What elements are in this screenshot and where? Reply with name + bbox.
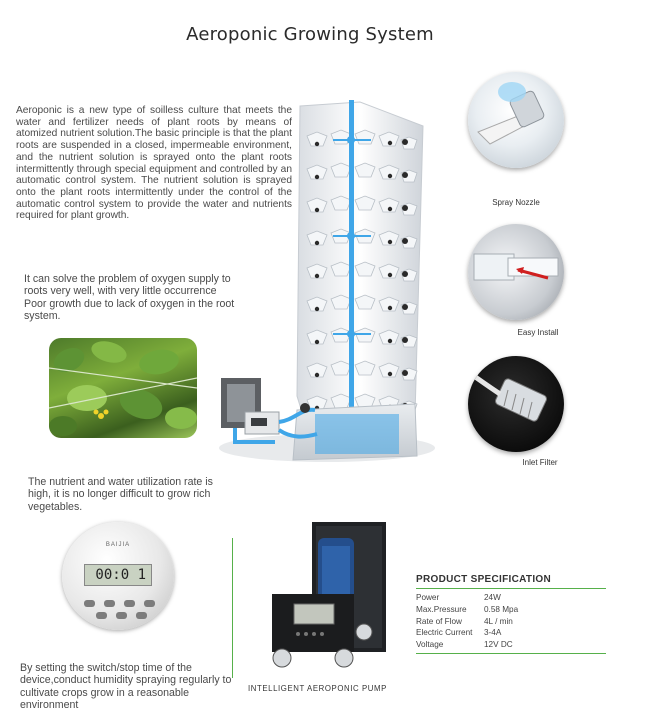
plant-photo xyxy=(49,338,197,438)
spec-key: Rate of Flow xyxy=(416,616,462,626)
pump-label: INTELLIGENT AEROPONIC PUMP xyxy=(248,684,387,693)
intro-paragraph: Aeroponic is a new type of soilless culture that meets the water and fertilizer needs of plant roots by means of atomized nutrient solution.The basic principle is that the plant roots are suspended in a closed, impermeable environment, and the nutrient solution is sprayed onto the plant roots intermittently through special equipment and controlled by an automatic control system. The nutrient solution is sprayed onto the plant roots intermittently under the control of the automatic control system to provide the water and nutrients required for plant growth. xyxy=(16,105,292,222)
spec-key: Electric Current xyxy=(416,628,473,638)
timer-button xyxy=(144,600,155,607)
spec-value: 12V DC xyxy=(484,640,513,650)
spec-key: Power xyxy=(416,593,440,602)
spec-row xyxy=(416,616,606,628)
spec-value: 24W xyxy=(484,593,501,602)
divider-line xyxy=(232,538,233,678)
timer-button xyxy=(84,600,95,607)
timer-button xyxy=(136,612,147,619)
timer-button xyxy=(124,600,135,607)
spec-row xyxy=(416,627,606,639)
spec-value: 4L / min xyxy=(484,616,513,626)
spray-nozzle-photo xyxy=(468,72,564,168)
spec-value: 0.58 Mpa xyxy=(484,604,519,614)
timer-button xyxy=(116,612,127,619)
spec-row xyxy=(416,604,606,616)
spec-bottom-rule xyxy=(416,653,606,654)
timer-paragraph: By setting the switch/stop time of the device,conduct humidity spraying regularly to cultivate crops grow in a reasonable environment xyxy=(20,662,232,712)
spec-value: 3-4A xyxy=(484,628,502,638)
page-title: Aeroponic Growing System xyxy=(186,24,434,45)
spec-key: Max.Pressure xyxy=(416,604,467,614)
spec-row xyxy=(416,592,606,604)
easy-install-photo xyxy=(468,224,564,320)
timer-display: 00:0 1 xyxy=(84,564,152,586)
timer-brand: BAIJIA xyxy=(105,542,131,548)
product-specification xyxy=(416,574,606,654)
utilization-paragraph: The nutrient and water utilization rate is high, it is no longer difficult to grow rich vegetables. xyxy=(28,476,213,513)
timer-button xyxy=(96,612,107,619)
inlet-filter-photo xyxy=(468,356,564,452)
timer-button xyxy=(104,600,115,607)
inlet-filter-label: Inlet Filter xyxy=(522,458,558,467)
aeroponic-tower-illustration xyxy=(205,96,445,476)
spec-key: Voltage xyxy=(416,640,444,650)
spec-row xyxy=(416,639,606,651)
timer-device xyxy=(62,522,174,630)
spray-nozzle-label: Spray Nozzle xyxy=(492,198,540,207)
oxygen-paragraph: It can solve the problem of oxygen supply to roots very well, with very little occurrence Poor growth due to lack of oxygen in the root system. xyxy=(24,273,235,323)
aeroponic-pump-illustration xyxy=(264,522,392,674)
easy-install-label: Easy Install xyxy=(517,328,559,337)
spec-title: PRODUCT SPECIFICATION xyxy=(416,574,606,589)
